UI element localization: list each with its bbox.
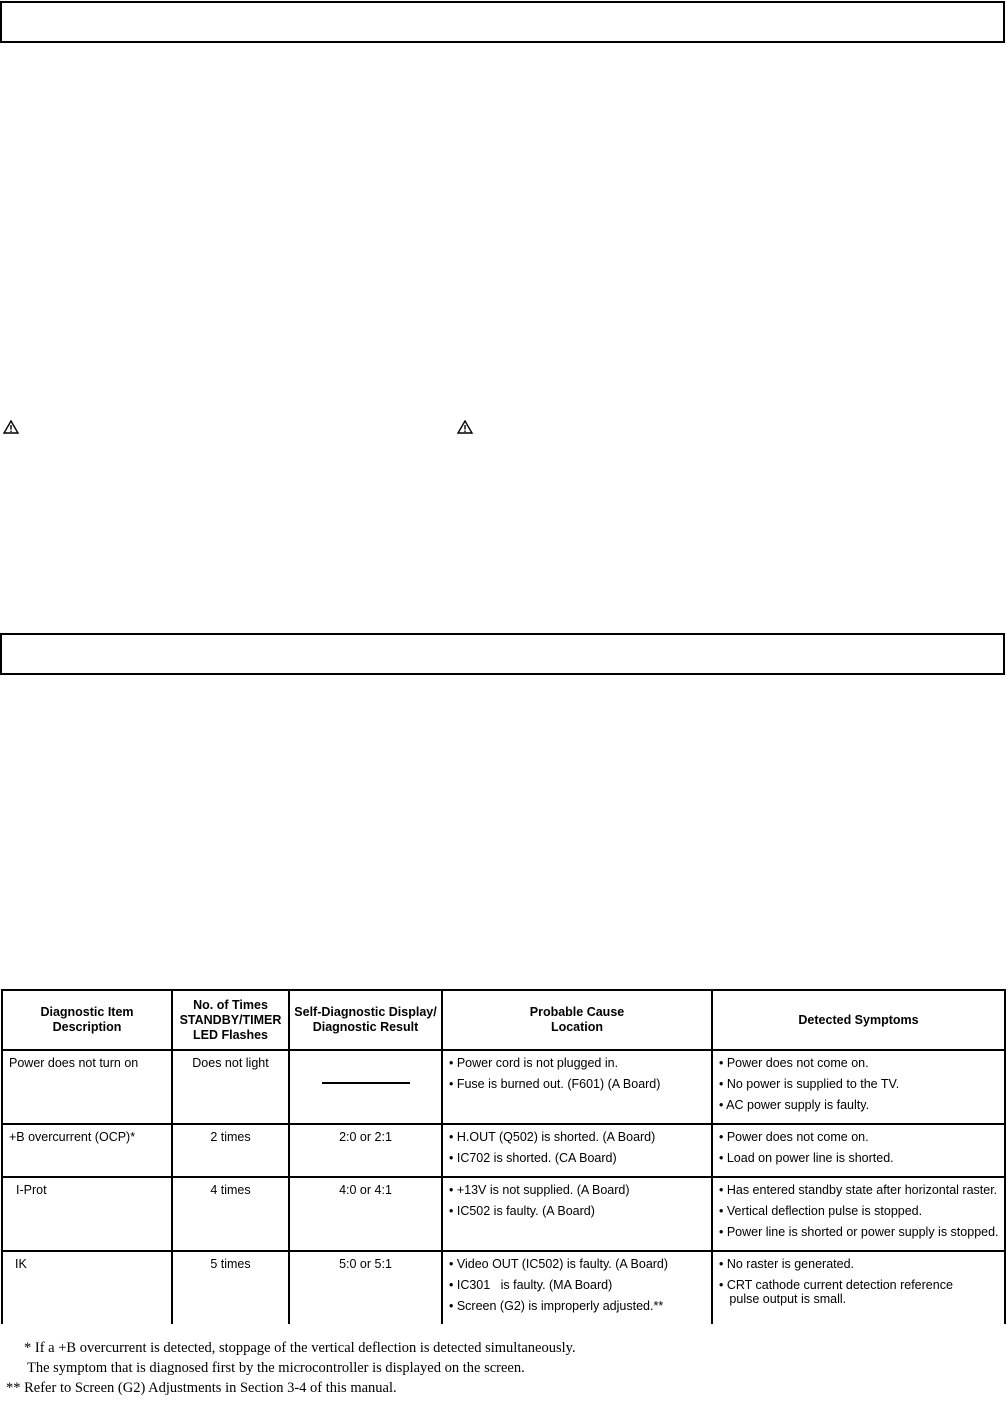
col-header-cause: Probable Cause Location (442, 990, 712, 1050)
item-cell: Power does not turn on (2, 1050, 172, 1124)
no-display-dash (322, 1082, 410, 1084)
result-cell: 5:0 or 5:1 (289, 1251, 442, 1324)
flashes-cell: 4 times (172, 1177, 289, 1251)
table-row (2, 1124, 1005, 1177)
col-header-item: Diagnostic Item Description (2, 990, 172, 1050)
footnote-1-continued: The symptom that is diagnosed first by the microcontroller is displayed on the screen. (27, 1360, 525, 1376)
result-cell: 2:0 or 2:1 (289, 1124, 442, 1177)
item-cell: IK (2, 1251, 172, 1324)
result-cell (289, 1050, 442, 1124)
symptom-cell: • Has entered standby state after horizontal raster. • Vertical deflection pulse is stopped. • Power line is shorted or power supply is stopped. (712, 1177, 1005, 1251)
col-header-flashes: No. of Times STANDBY/TIMER LED Flashes (172, 990, 289, 1050)
flashes-cell: 5 times (172, 1251, 289, 1324)
symptom-cell: • No raster is generated. • CRT cathode current detection reference pulse output is small. (712, 1251, 1005, 1324)
table-row (2, 1050, 1005, 1124)
footnote-2: ** Refer to Screen (G2) Adjustments in Section 3-4 of this manual. (6, 1380, 397, 1396)
symptom-cell: • Power does not come on. • Load on power line is shorted. (712, 1124, 1005, 1177)
col-header-symptoms: Detected Symptoms (712, 990, 1005, 1050)
cause-cell: • Power cord is not plugged in. • Fuse is burned out. (F601) (A Board) (442, 1050, 712, 1124)
cause-cell: • Video OUT (IC502) is faulty. (A Board) • IC301 is faulty. (MA Board) • Screen (G2) is improperly adjusted.** (442, 1251, 712, 1324)
warning-triangle-icon (3, 420, 19, 434)
warning-triangle-icon (457, 420, 473, 434)
table-header-row (2, 990, 1005, 1050)
table-row (2, 1251, 1005, 1324)
diagnostic-table (1, 989, 1005, 1317)
flashes-cell: Does not light (172, 1050, 289, 1124)
footnotes (6, 1338, 576, 1398)
footnote-1: * If a +B overcurrent is detected, stoppage of the vertical deflection is detected simultaneously. (24, 1340, 576, 1356)
result-cell: 4:0 or 4:1 (289, 1177, 442, 1251)
cause-cell: • +13V is not supplied. (A Board) • IC502 is faulty. (A Board) (442, 1177, 712, 1251)
item-cell: I-Prot (2, 1177, 172, 1251)
section-header-box-bottom (0, 633, 1005, 675)
table-row (2, 1177, 1005, 1251)
item-cell: +B overcurrent (OCP)* (2, 1124, 172, 1177)
symptom-cell: • Power does not come on. • No power is supplied to the TV. • AC power supply is faulty. (712, 1050, 1005, 1124)
col-header-result: Self-Diagnostic Display/ Diagnostic Result (289, 990, 442, 1050)
section-header-box-top (0, 1, 1005, 43)
flashes-cell: 2 times (172, 1124, 289, 1177)
cause-cell: • H.OUT (Q502) is shorted. (A Board) • IC702 is shorted. (CA Board) (442, 1124, 712, 1177)
